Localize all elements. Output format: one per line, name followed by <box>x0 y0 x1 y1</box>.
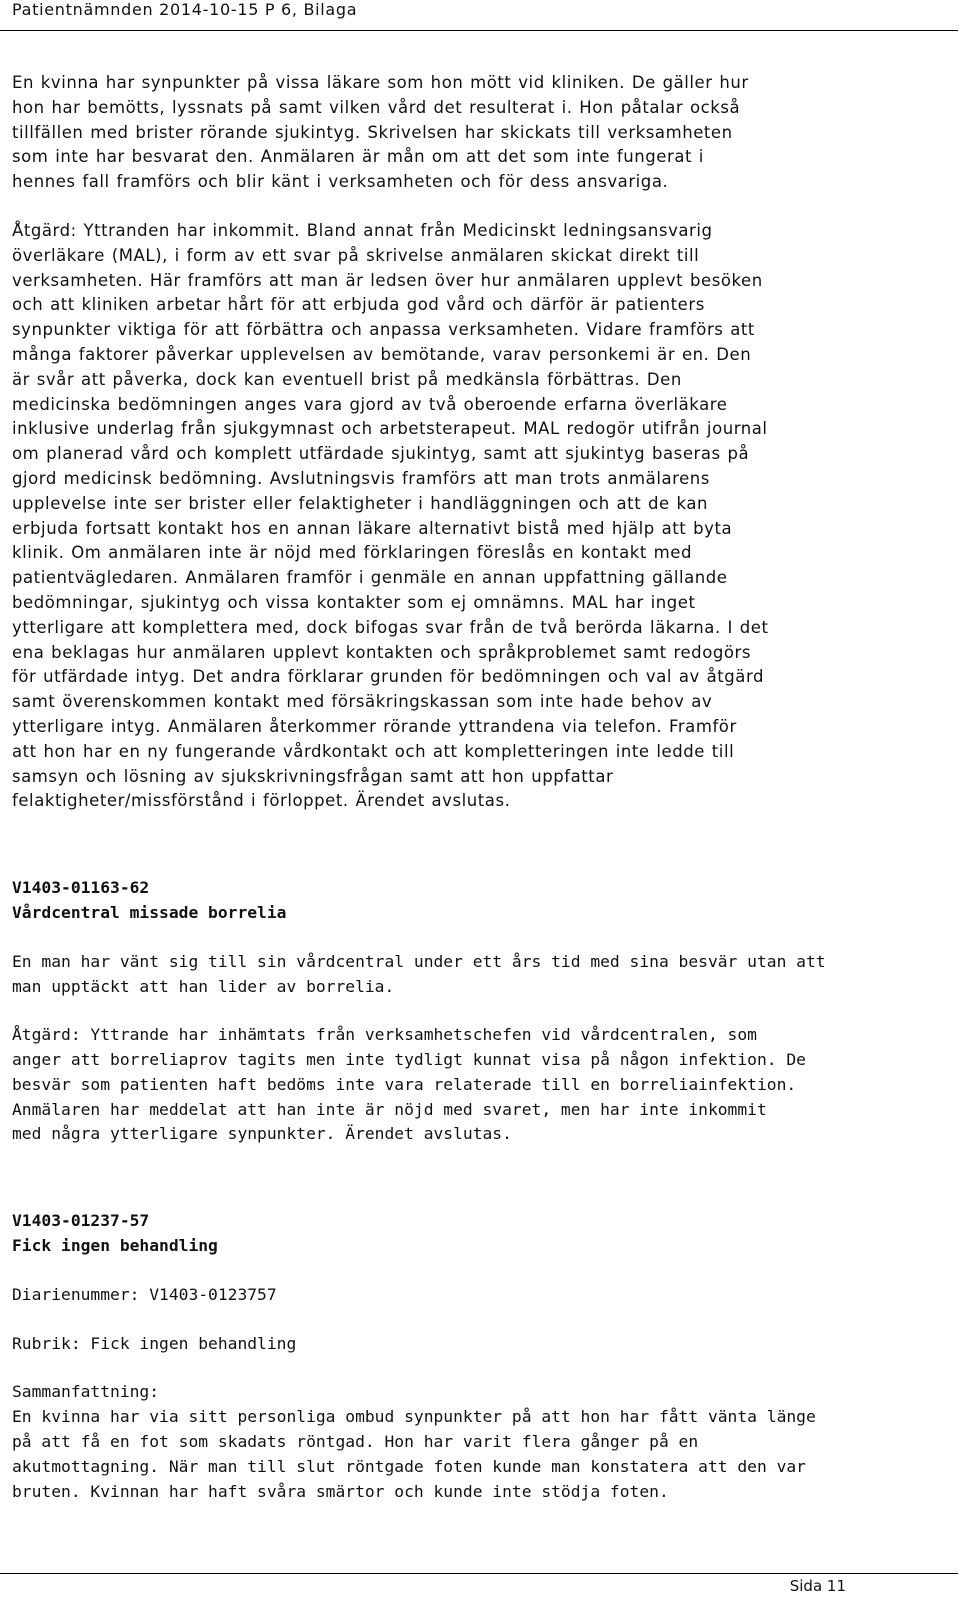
page-header <box>0 0 958 31</box>
case-id-heading: V1403-01163-62 <box>12 878 150 898</box>
diarienummer-line: Diarienummer: V1403-0123757 <box>12 1284 277 1304</box>
sammanfattning-paragraph: En kvinna har via sitt personliga ombud synpunkter på att hon har fått vänta länge på att få en fot som skadats röntgad. Hon har varit flera gånger på en akutmottagning. När man till slut röntgade foten kunde man konstatera att den var bruten. Kvinnan har haft svåra smärtor och kunde inte stödja foten. <box>12 1407 816 1501</box>
document-body <box>12 71 912 1504</box>
case-title-heading: Fick ingen behandling <box>12 1236 218 1256</box>
header-title: Patientnämnden 2014-10-15 P 6, Bilaga <box>12 0 358 19</box>
case-action-paragraph: Åtgärd: Yttrande har inhämtats från verksamhetschefen vid vårdcentralen, som anger att borreliaprov tagits men inte tydligt kunnat visa på någon infektion. De besvär som patienten haft bedöms inte vara relaterade till en borreliainfektion. Anmälaren har meddelat att han inte är nöjd med svaret, men har inte inkommit med några ytterligare synpunkter. Ärendet avslutas. <box>12 1025 806 1144</box>
case-title-heading: Vårdcentral missade borrelia <box>12 902 287 922</box>
sammanfattning-label: Sammanfattning: <box>12 1382 160 1402</box>
case-previous <box>12 71 912 814</box>
case-summary-paragraph: En kvinna har synpunkter på vissa läkare som hon mött vid kliniken. De gäller hur hon har bemötts, lyssnats på samt vilken vård det resulterat i. Hon påtalar också tillfällen med brister rörande sjukintyg. Skrivelsen har skickats till verksamheten som inte har besvarat den. Anmälaren är mån om att det som inte fungerat i hennes fall framförs och blir känt i verksamheten och för dess ansvariga. <box>12 73 749 192</box>
case-summary-paragraph: En man har vänt sig till sin vårdcentral under ett års tid med sina besvär utan att man upptäckt att han lider av borrelia. <box>12 951 826 996</box>
case-id-heading: V1403-01237-57 <box>12 1211 150 1231</box>
footer-divider <box>0 1573 958 1574</box>
page-number: Sida 11 <box>789 1577 846 1595</box>
rubrik-line: Rubrik: Fick ingen behandling <box>12 1333 297 1353</box>
case-v1403-01237-57 <box>12 1209 912 1504</box>
case-action-paragraph: Åtgärd: Yttranden har inkommit. Bland annat från Medicinskt ledningsansvarig överläkare (MAL), i form av ett svar på skrivelse anmälaren skickat direkt till verksamheten. Här framförs att man är ledsen över hur anmälaren upplevt besöken och att kliniken arbetar hårt för att erbjuda god vård och därför är patienters synpunkter viktiga för att förbättra och anpassa verksamheten. Vidare framförs att många faktorer påverkar upplevelsen av bemötande, varav personkemi är en. Den är svår att påverka, dock kan eventuell brist på medkänsla förbättras. Den medicinska bedömningen anges vara gjord av två oberoende erfarna överläkare inklusive underlag från sjukgymnast och arbetsterapeut. MAL redogör utifrån journal om planerad vård och komplett utfärdade sjukintyg, samt att sjukintyg baseras på gjord medicinsk bedömning. Avslutningsvis framförs att man trots anmälarens upplevelse inte ser brister eller felaktigheter i handläggningen och att de kan erbjuda fortsatt kontakt hos en annan läkare alternativt bistå med hjälp att byta klinik. Om anmälaren inte är nöjd med förklaringen föreslås en kontakt med patientvägledaren. Anmälaren framför i genmäle en annan uppfattning gällande bedömningar, sjukintyg och vissa kontakter som ej omnämns. MAL har inget ytterligare att komplettera med, dock bifogas svar från de två berörda läkarna. I det ena beklagas hur anmälaren upplevt kontakten och språkproblemet samt redogörs för utfärdade intyg. Det andra förklarar grunden för bedömningen och val av åtgärd samt överenskommen kontakt med försäkringskassan som inte hade behov av ytterligare intyg. Anmälaren återkommer rörande yttrandena via telefon. Framför att hon har en ny fungerande vårdkontakt och att kompletteringen inte ledde till samsyn och lösning av sjukskrivningsfrågan samt att hon uppfattar felaktigheter/missförstånd i förloppet. Ärendet avslutas. <box>12 220 769 811</box>
case-v1403-01163-62 <box>12 876 912 1147</box>
